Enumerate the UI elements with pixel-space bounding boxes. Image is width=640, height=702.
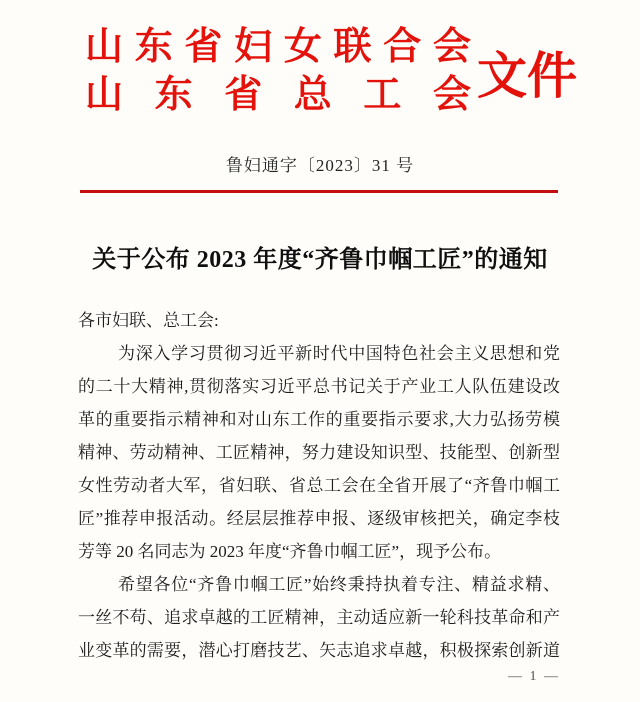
body-line: 女性劳动者大军，省妇联、省总工会在全省开展了“齐鲁巾帼工: [78, 476, 560, 495]
body-line: 革的重要指示精神和对山东工作的重要指示要求,大力弘扬劳模: [78, 410, 560, 429]
body-line: 为深入学习贯彻习近平新时代中国特色社会主义思想和党: [118, 344, 560, 363]
body-line: 精神、劳动精神、工匠精神，努力建设知识型、技能型、创新型: [78, 443, 560, 462]
body-salutation: 各市妇联、总工会:: [78, 311, 219, 330]
org-name-line2: 山东省总工会: [85, 74, 471, 116]
letterhead: [85, 23, 471, 119]
body-line: 业变革的需要，潜心打磨技艺、矢志追求卓越，积极探索创新道: [78, 641, 560, 660]
body-line: 希望各位“齐鲁巾帼工匠”始终秉持执着专注、精益求精、: [118, 575, 560, 594]
body-line: 匠”推荐申报活动。经层层推荐申报、逐级审核把关，确定李枝: [78, 509, 560, 528]
page-number: — 1 —: [508, 669, 560, 684]
org-name-line1: 山东省妇女联合会: [85, 26, 471, 68]
doc-type-label: 文件: [477, 48, 577, 104]
document-title: 关于公布 2023 年度“齐鲁巾帼工匠”的通知: [92, 247, 548, 273]
doc-number: 鲁妇通字〔2023〕31 号: [225, 156, 415, 175]
body-line: 芳等 20 名同志为 2023 年度“齐鲁巾帼工匠”，现予公布。: [78, 542, 502, 561]
document-body: [78, 304, 560, 667]
body-line: 的二十大精神,贯彻落实习近平总书记关于产业工人队伍建设改: [78, 377, 560, 396]
red-divider-line: [80, 190, 558, 193]
body-line: 一丝不苟、追求卓越的工匠精神，主动适应新一轮科技革命和产: [78, 608, 560, 627]
